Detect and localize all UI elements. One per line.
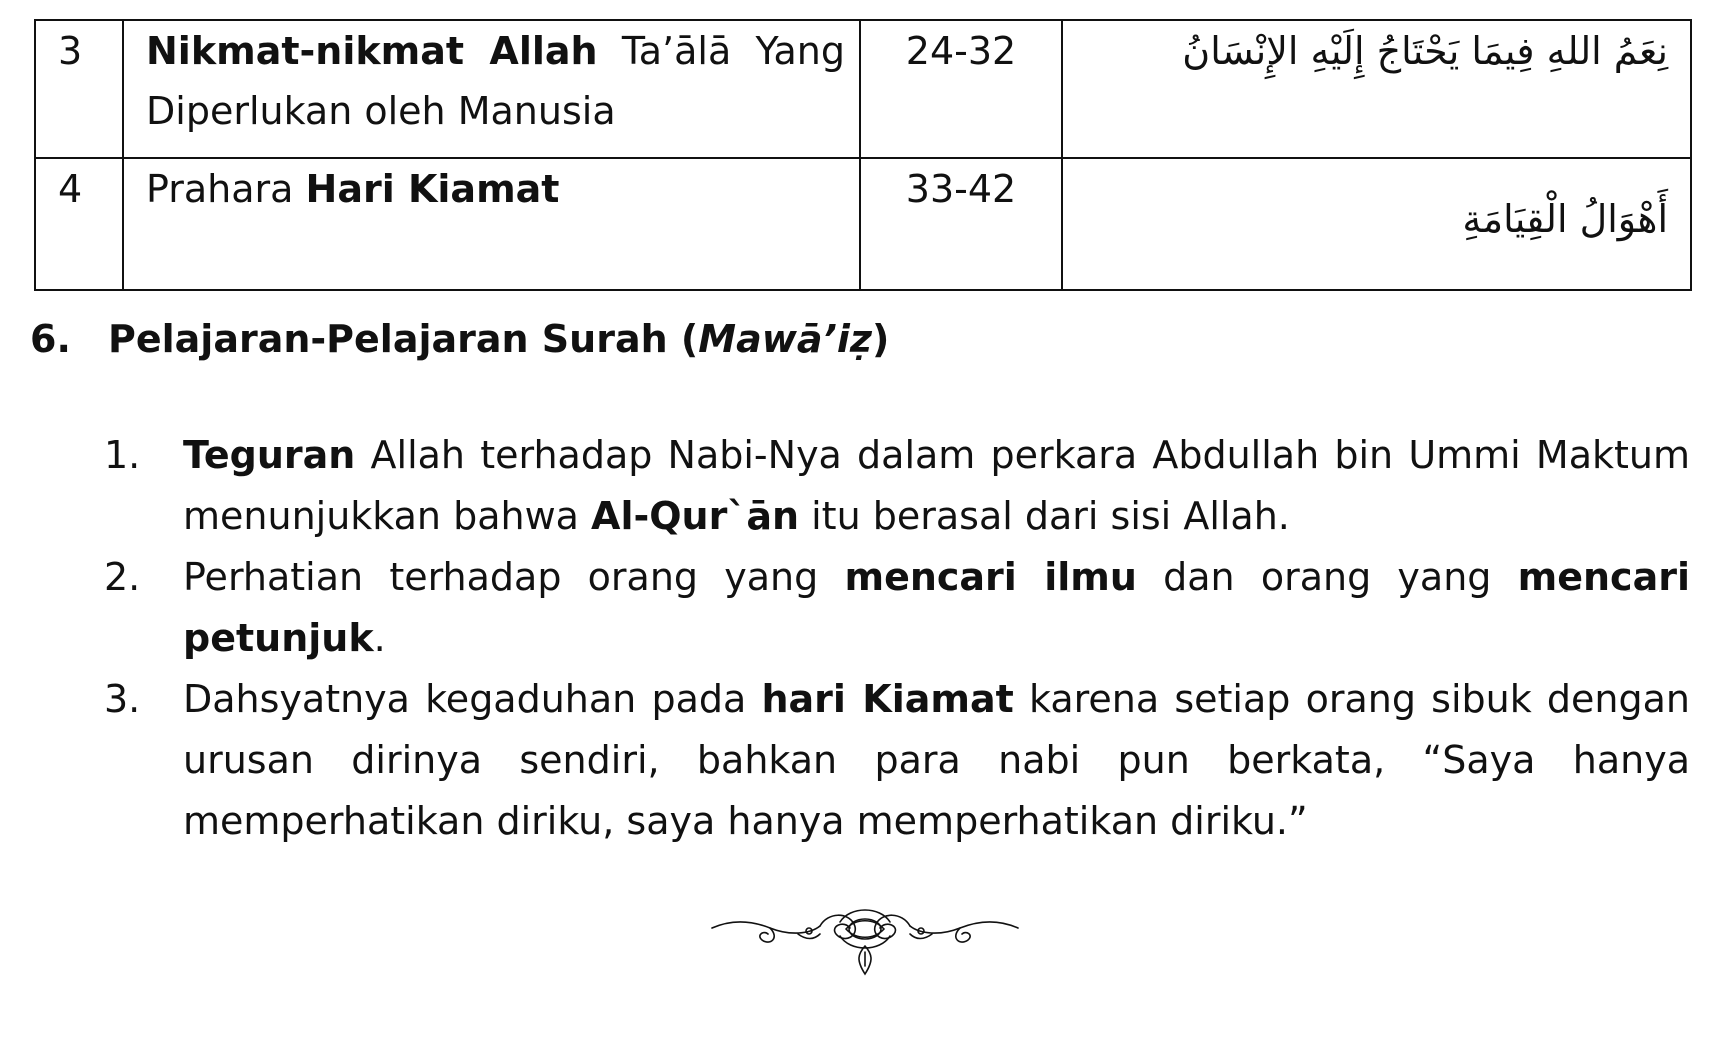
- lesson-text: Dahsyatnya kegaduhan pada: [183, 677, 762, 721]
- list-item: [104, 547, 1690, 669]
- section-heading: [30, 314, 889, 364]
- row-number: 4: [35, 158, 123, 290]
- section-title: Pelajaran-Pelajaran Surah (: [108, 317, 699, 361]
- row-number: 3: [35, 20, 123, 158]
- section-title-close: ): [872, 317, 890, 361]
- row-arabic-title: أَهْوَالُ الْقِيَامَةِ: [1062, 158, 1691, 290]
- row-title-bold: Nikmat-nikmat Allah: [146, 29, 598, 73]
- table-row: [35, 158, 1691, 290]
- row-title-pre: Prahara: [146, 167, 306, 211]
- list-marker: 1.: [104, 433, 141, 477]
- lesson-bold: Al-Qur`ān: [591, 494, 800, 538]
- lesson-text: Perhatian terhadap orang yang: [183, 555, 845, 599]
- lesson-bold: mencari petunjuk: [183, 555, 1690, 660]
- list-item: [104, 669, 1690, 852]
- lesson-bold: hari Kiamat: [761, 677, 1014, 721]
- row-arabic-title: نِعَمُ اللهِ فِيمَا يَحْتَاجُ إِلَيْهِ الإِنْسَانُ: [1062, 20, 1691, 158]
- table-row: [35, 20, 1691, 158]
- list-item: [104, 425, 1690, 547]
- lesson-text: dan orang yang: [1136, 555, 1518, 599]
- row-title-bold: Hari Kiamat: [305, 167, 560, 211]
- lessons-list: [104, 425, 1690, 852]
- lesson-bold: Teguran: [183, 433, 356, 477]
- lesson-text: .: [373, 616, 386, 660]
- surah-sections-table: [34, 19, 1692, 291]
- section-title-italic: Mawā’iẓ: [698, 317, 873, 361]
- row-title: [123, 158, 860, 290]
- list-marker: 3.: [104, 677, 141, 721]
- lesson-text: Allah terhadap Nabi-Nya dalam perkara Abdullah bin Ummi Maktum menunjukkan bahwa: [183, 433, 1690, 538]
- lesson-text: karena setiap orang sibuk dengan urusan dirinya sendiri, bahkan para nabi pun berkata, “Saya hanya memperhatikan diriku, saya hanya memperhatikan diriku.”: [183, 677, 1690, 843]
- decorative-flourish-icon: [710, 900, 1020, 980]
- lesson-bold: mencari ilmu: [844, 555, 1137, 599]
- row-verses: 33-42: [860, 158, 1062, 290]
- row-title: [123, 20, 860, 158]
- row-title-rest: Ta’ālā Yang Diperlukan oleh Manusia: [146, 29, 845, 133]
- lesson-text: itu berasal dari sisi Allah.: [799, 494, 1290, 538]
- list-marker: 2.: [104, 555, 141, 599]
- section-number: 6.: [30, 317, 71, 361]
- row-verses: 24-32: [860, 20, 1062, 158]
